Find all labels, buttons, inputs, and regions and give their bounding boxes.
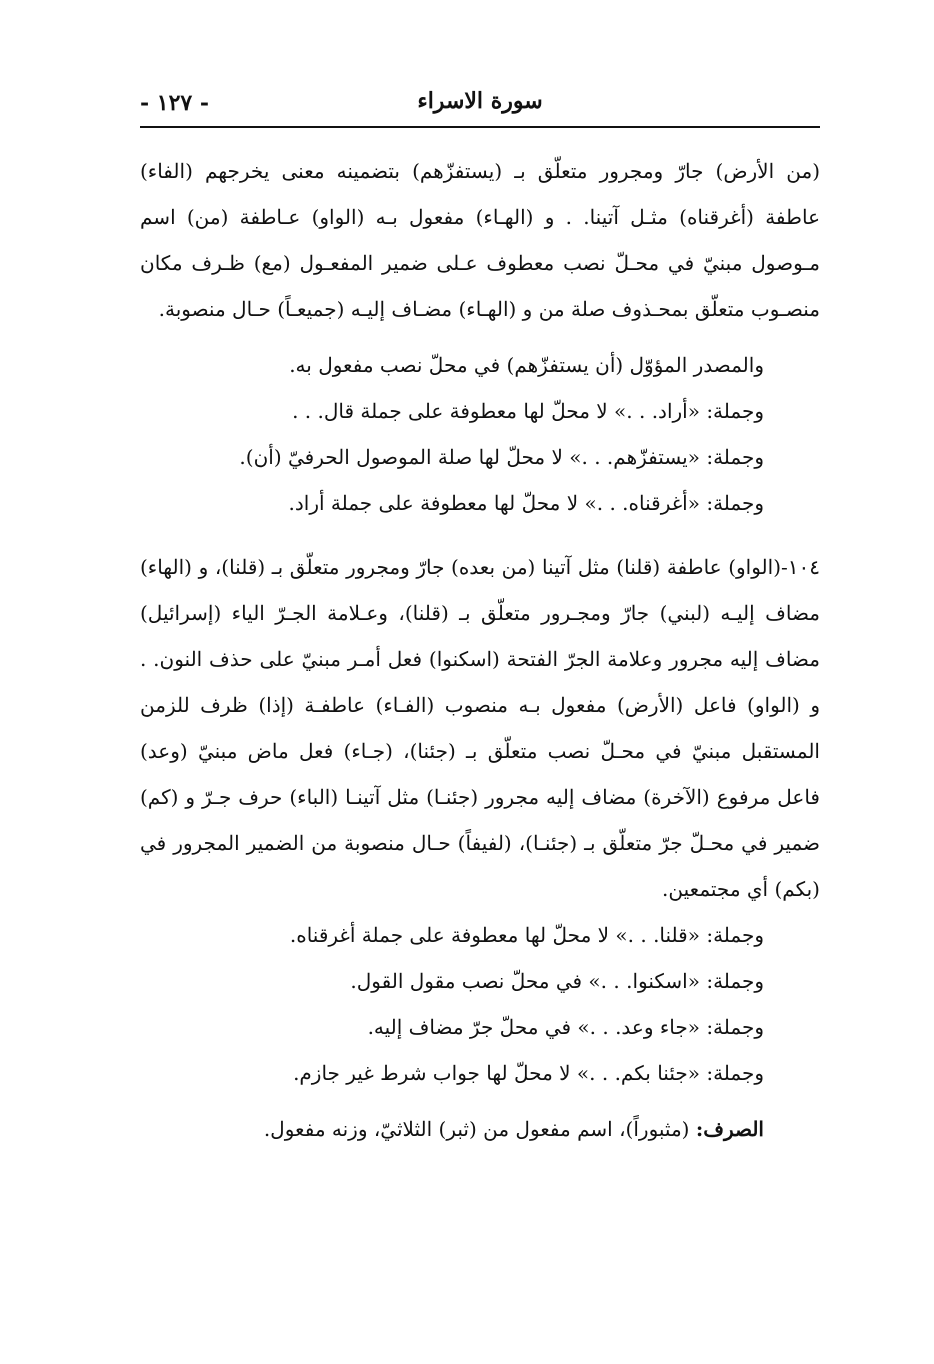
sentence-analysis-line: والمصدر المؤوّل (أن يستفزّهم) في محلّ نصب مفعول به. <box>289 353 764 377</box>
sentence-analysis-line: وجملة: «جاء وعد. . .» في محلّ جرّ مضاف إليه. <box>367 1015 764 1039</box>
sentence-analysis-line: وجملة: «يستفزّهم. . .» لا محلّ لها صلة الموصول الحرفيّ (أن). <box>239 445 764 469</box>
morphology-label: الصرف: <box>695 1117 764 1141</box>
surah-title: سورة الاسراء <box>417 88 543 114</box>
morphology-text: (مثبوراً)، اسم مفعول من (ثبر) الثلاثيّ، وزنه مفعول. <box>263 1117 696 1141</box>
paragraph-verse-104: ١٠٤-(الواو) عاطفة (قلنا) مثل آتينا (من بعده) جارّ ومجرور متعلّق بـ (قلنا)، و (الهاء) مضاف إليـه (لبني) جارّ ومجـرور متعلّق بـ (قلنا)، وعـلامة الجـرّ الياء (إسرائيل) مضاف إليه مجرور وعلامة الجرّ الفتحة (اسكنوا) فعل أمـر مبنيّ على حذف النون. . و (الواو) فاعل (الأرض) مفعول بـه منصوب (الفـاء) عاطفـة (إذا) ظرف للزمن المستقبل مبنيّ في محـلّ نصب متعلّق بـ (جئنا)، (جـاء) فعل ماض مبنيّ (وعد) فاعل مرفوع (الآخرة) مضاف إليه مجرور (جئنـا) مثل آتينـا (الباء) حرف جـرّ و (كم) ضمير في محـلّ جرّ متعلّق بـ (جئنـا)، (لفيفاً) حـال منصوبة من الضمير المجرور في (بكم) أي مجتمعين. <box>140 555 820 901</box>
morphology-note <box>140 1106 820 1152</box>
paragraph-parsing-1: (من الأرض) جارّ ومجرور متعلّق بـ (يستفزّهم) بتضمينه معنى يخرجهم (الفاء) عاطفة (أغرقناه) مثـل آتينا. . و (الهـاء) مفعول بـه (الواو) عـاطفة (من) اسم مـوصول مبنيّ في محـلّ نصب معطوف عـلى ضمير المفعـول (مع) ظـرف مكان منصـوب متعلّق بمحـذوف صلة من و (الهـاء) مضـاف إليـه (جميعـاً) حـال منصوبة. <box>140 159 820 321</box>
page-header <box>140 86 820 128</box>
sentence-analysis-block-1 <box>140 342 820 526</box>
sentence-analysis-line: وجملة: «قلنا. . .» لا محلّ لها معطوفة على جملة أغرقناه. <box>289 923 764 947</box>
page-content <box>140 148 820 1152</box>
sentence-analysis-line: وجملة: «أراد. . .» لا محلّ لها معطوفة على جملة قال. . . <box>292 399 764 423</box>
sentence-analysis-line: وجملة: «جئنا بكم. . .» لا محلّ لها جواب شرط غير جازم. <box>293 1061 764 1085</box>
page-number: - ١٢٧ - <box>140 90 210 116</box>
sentence-analysis-line: وجملة: «أغرقناه. . .» لا محلّ لها معطوفة على جملة أراد. <box>288 491 764 515</box>
sentence-analysis-line: وجملة: «اسكنوا. . .» في محلّ نصب مقول القول. <box>350 969 764 993</box>
sentence-analysis-block-2 <box>140 912 820 1096</box>
